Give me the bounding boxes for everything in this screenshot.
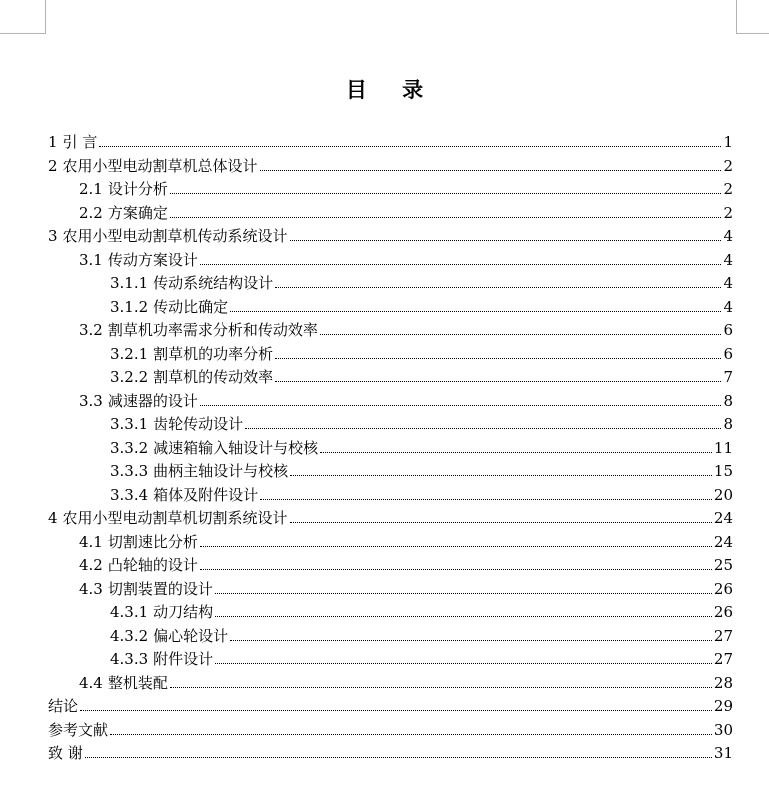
toc-title: 目 录 bbox=[345, 78, 438, 102]
toc-entry-label: 曲柄主轴设计与校核 bbox=[153, 462, 289, 480]
toc-dot-leader bbox=[200, 405, 722, 406]
toc-entry-page-number: 7 bbox=[723, 368, 733, 386]
toc-entry-page-number: 29 bbox=[713, 697, 733, 715]
toc-entry[interactable] bbox=[110, 621, 733, 645]
toc-entry-number: 4 bbox=[48, 509, 58, 527]
toc-dot-leader bbox=[170, 217, 722, 218]
toc-entry-label: 整机装配 bbox=[107, 673, 168, 692]
toc-entry-label: 切割装置的设计 bbox=[107, 579, 213, 598]
toc-entry-page-number: 4 bbox=[723, 297, 733, 316]
toc-entry-number: 3.3.1 bbox=[110, 415, 149, 433]
toc-entry[interactable] bbox=[79, 527, 733, 551]
toc-entry-label: 减速箱输入轴设计与校核 bbox=[153, 438, 319, 457]
toc-entry-number: 3.3.3 bbox=[110, 462, 149, 480]
toc-dot-leader bbox=[215, 593, 712, 594]
toc-entry[interactable] bbox=[110, 456, 733, 480]
toc-entry-page-number: 4 bbox=[723, 250, 733, 269]
toc-entry-label: 致 谢 bbox=[48, 744, 83, 762]
toc-entry-label: 割草机的功率分析 bbox=[153, 344, 274, 363]
toc-entry-page-number: 15 bbox=[713, 462, 733, 480]
toc-entry[interactable] bbox=[110, 433, 733, 457]
toc-entry-page-number: 27 bbox=[713, 650, 733, 668]
toc-entry[interactable] bbox=[110, 644, 733, 668]
toc-entry-page-number: 31 bbox=[713, 744, 733, 762]
toc-entry-page-number: 6 bbox=[723, 321, 733, 339]
toc-dot-leader bbox=[200, 546, 712, 547]
toc-entry-page-number: 27 bbox=[713, 626, 733, 645]
toc-entry[interactable] bbox=[48, 715, 733, 739]
toc-dot-leader bbox=[215, 616, 712, 617]
toc-entry-page-number: 30 bbox=[713, 720, 733, 739]
toc-entry-label: 齿轮传动设计 bbox=[153, 415, 244, 433]
toc-entry-number: 4.3 bbox=[79, 579, 103, 598]
toc-entry-number: 3.2 bbox=[79, 321, 103, 339]
toc-dot-leader bbox=[320, 334, 722, 335]
toc-dot-leader bbox=[230, 311, 721, 312]
toc-entry-number: 3.1.1 bbox=[110, 274, 149, 292]
toc-entry[interactable] bbox=[79, 574, 733, 598]
toc-dot-leader bbox=[230, 640, 712, 641]
toc-entry-label: 偏心轮设计 bbox=[153, 626, 229, 645]
toc-entry[interactable] bbox=[110, 480, 733, 504]
toc-entry[interactable] bbox=[48, 738, 733, 762]
toc-entry-number: 4.1 bbox=[79, 532, 103, 551]
toc-entry-page-number: 8 bbox=[723, 391, 733, 410]
toc-entry-page-number: 11 bbox=[713, 438, 733, 457]
toc-dot-leader bbox=[170, 193, 722, 194]
toc-entry-page-number: 28 bbox=[713, 673, 733, 692]
toc-entry[interactable] bbox=[48, 503, 733, 527]
toc-dot-leader bbox=[85, 757, 712, 758]
toc-entry[interactable] bbox=[79, 386, 733, 410]
toc-entry-label: 农用小型电动割草机切割系统设计 bbox=[62, 509, 288, 527]
toc-dot-leader bbox=[110, 734, 712, 735]
toc-entry[interactable] bbox=[79, 245, 733, 269]
toc-entry-page-number: 20 bbox=[713, 485, 733, 504]
toc-entry-number: 4.4 bbox=[79, 673, 103, 692]
toc-entry-page-number: 2 bbox=[723, 203, 733, 222]
crop-mark-top-left bbox=[0, 0, 46, 34]
toc-entry-page-number: 26 bbox=[713, 603, 733, 621]
toc-entry-number: 1 bbox=[48, 133, 58, 151]
toc-dot-leader bbox=[290, 475, 712, 476]
toc-entry-number: 4.3.1 bbox=[110, 603, 149, 621]
toc-entry[interactable] bbox=[110, 597, 733, 621]
toc-entry-label: 传动比确定 bbox=[153, 297, 229, 316]
toc-dot-leader bbox=[80, 710, 712, 711]
toc-entry-page-number: 26 bbox=[713, 579, 733, 598]
toc-entry-label: 引 言 bbox=[62, 133, 98, 151]
toc-entry[interactable] bbox=[79, 315, 733, 339]
toc-dot-leader bbox=[200, 264, 722, 265]
toc-dot-leader bbox=[275, 381, 721, 382]
toc-entry-number: 3 bbox=[48, 227, 58, 245]
toc-entry-page-number: 4 bbox=[723, 274, 733, 292]
toc-dot-leader bbox=[200, 569, 712, 570]
toc-dot-leader bbox=[99, 146, 721, 147]
toc-entry[interactable] bbox=[48, 221, 733, 245]
toc-entry-number: 3.1.2 bbox=[110, 297, 149, 316]
toc-entry-page-number: 1 bbox=[723, 133, 733, 151]
toc-dot-leader bbox=[170, 687, 712, 688]
toc-entry-label: 割草机功率需求分析和传动效率 bbox=[107, 321, 318, 339]
toc-dot-leader bbox=[260, 170, 722, 171]
toc-entry-label: 附件设计 bbox=[153, 650, 214, 668]
toc-entry-label: 传动系统结构设计 bbox=[153, 274, 274, 292]
toc-dot-leader bbox=[275, 358, 721, 359]
toc-entry-number: 4.3.2 bbox=[110, 626, 149, 645]
toc-entry-label: 切割速比分析 bbox=[107, 532, 198, 551]
toc-dot-leader bbox=[275, 287, 721, 288]
toc-entry[interactable] bbox=[48, 151, 733, 175]
toc-entry-label: 农用小型电动割草机总体设计 bbox=[62, 156, 258, 175]
toc-entry-number: 2.1 bbox=[79, 180, 103, 198]
toc-entry-number: 4.2 bbox=[79, 556, 103, 574]
toc-entry[interactable] bbox=[79, 550, 733, 574]
toc-entry[interactable] bbox=[48, 127, 733, 151]
toc-entry-label: 传动方案设计 bbox=[107, 250, 198, 269]
toc-entry-label: 箱体及附件设计 bbox=[153, 485, 259, 504]
toc-entry-page-number: 2 bbox=[723, 156, 733, 175]
toc-entry[interactable] bbox=[48, 691, 733, 715]
toc-entry-number: 3.3.2 bbox=[110, 438, 149, 457]
toc-entry-label: 参考文献 bbox=[48, 720, 109, 739]
toc-entry[interactable] bbox=[79, 174, 733, 198]
toc-dot-leader bbox=[245, 428, 721, 429]
toc-dot-leader bbox=[290, 522, 712, 523]
toc-entry-page-number: 4 bbox=[723, 227, 733, 245]
toc-entry[interactable] bbox=[110, 409, 733, 433]
toc-entry-page-number: 8 bbox=[723, 415, 733, 433]
toc-entry-label: 动刀结构 bbox=[153, 603, 214, 621]
toc-entry-number: 2 bbox=[48, 156, 58, 175]
toc-entry-page-number: 2 bbox=[723, 180, 733, 198]
toc-entry-number: 3.1 bbox=[79, 250, 103, 269]
toc-entry[interactable] bbox=[110, 339, 733, 363]
toc-entry-page-number: 24 bbox=[713, 532, 733, 551]
toc-dot-leader bbox=[215, 663, 712, 664]
toc-entry-number: 3.2.1 bbox=[110, 344, 149, 363]
toc-entry-number: 3.3 bbox=[79, 391, 103, 410]
toc-entry-page-number: 25 bbox=[713, 556, 733, 574]
toc-entry-number: 2.2 bbox=[79, 203, 103, 222]
crop-mark-top-right bbox=[736, 0, 769, 34]
toc-entry-number: 4.3.3 bbox=[110, 650, 149, 668]
toc-entry-page-number: 6 bbox=[723, 344, 733, 363]
toc-entry-page-number: 24 bbox=[713, 509, 733, 527]
toc-entry-label: 割草机的传动效率 bbox=[153, 368, 274, 386]
toc-entry-number: 3.2.2 bbox=[110, 368, 149, 386]
toc-entry[interactable] bbox=[110, 292, 733, 316]
toc-dot-leader bbox=[260, 499, 712, 500]
toc-entry[interactable] bbox=[79, 668, 733, 692]
toc-entry-label: 凸轮轴的设计 bbox=[107, 556, 198, 574]
toc-dot-leader bbox=[320, 452, 712, 453]
toc-entry-label: 减速器的设计 bbox=[107, 391, 198, 410]
toc-entry-label: 方案确定 bbox=[107, 203, 168, 222]
toc-entry[interactable] bbox=[110, 268, 733, 292]
toc-entry-number: 3.3.4 bbox=[110, 485, 149, 504]
toc-entry-label: 结论 bbox=[48, 697, 79, 715]
toc-entry[interactable] bbox=[79, 198, 733, 222]
toc-entry-label: 设计分析 bbox=[107, 180, 168, 198]
toc-entry-label: 农用小型电动割草机传动系统设计 bbox=[62, 227, 288, 245]
toc-dot-leader bbox=[290, 240, 722, 241]
toc-entry[interactable] bbox=[110, 362, 733, 386]
